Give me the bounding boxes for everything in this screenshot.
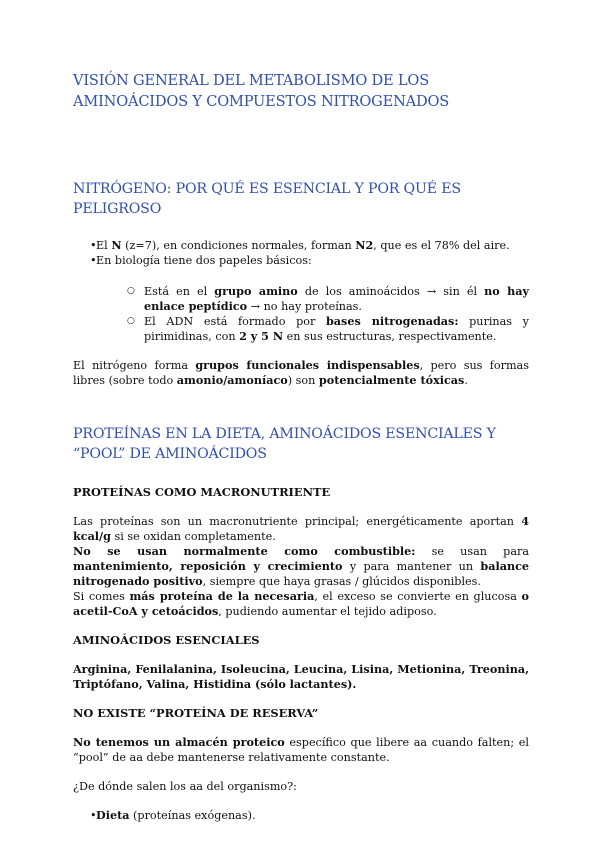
essential-amino-acids-list: Arginina, Fenilalanina, Isoleucina, Leucina, Lisina, Metionina, Treonina, Triptófano, Valina, Histidina (sólo lactantes).: [73, 662, 529, 691]
macronutrient-paragraph-3: Si comes más proteína de la necesaria, el exceso se convierte en glucosa o acetil-CoA y cetoácidos, pudiendo aumentar el tejido adiposo.: [73, 589, 529, 618]
list-item: • El N (z=7), en condiciones normales, forman N2, que es el 78% del aire.: [73, 238, 529, 253]
subheading-macronutrient: PROTEÍNAS COMO MACRONUTRIENTE: [73, 485, 331, 499]
nitrogen-bullet-list: [73, 238, 529, 268]
section-heading-nitrogen: NITRÓGENO: POR QUÉ ES ESENCIAL Y POR QUÉ ES PELIGROSO: [73, 181, 461, 217]
macronutrient-paragraph-2: No se usan normalmente como combustible: se usan para mantenimiento, reposición y crecimiento y para mantener un balance nitrogenado positivo, siempre que haya grasas / glúcidos disponibles.: [73, 544, 530, 588]
list-item: ○ Está en el grupo amino de los aminoácidos → sin él no hay enlace peptídico → no hay proteínas.: [144, 284, 529, 314]
list-item: • Dieta (proteínas exógenas).: [73, 808, 529, 823]
nitrogen-paragraph: El nitrógeno forma grupos funcionales indispensables, pero sus formas libres (sobre todo amonio/amoníaco) son potencialmente tóxicas.: [73, 358, 529, 387]
subheading-no-reserve-protein: NO EXISTE “PROTEÍNA DE RESERVA”: [73, 706, 319, 720]
no-reserve-paragraph: No tenemos un almacén proteico específico que libere aa cuando falten; el “pool” de aa debe mantenerse relativamente constante.: [73, 735, 530, 764]
macronutrient-paragraph-1: Las proteínas son un macronutriente principal; energéticamente aportan 4 kcal/g si se oxidan completamente.: [73, 514, 529, 543]
list-item: ○ El ADN está formado por bases nitrogenadas: purinas y pirimidinas, con 2 y 5 N en sus estructuras, respectivamente.: [144, 314, 529, 344]
amino-acid-source-list: [73, 808, 529, 823]
document-title: VISIÓN GENERAL DEL METABOLISMO DE LOS AMINOÁCIDOS Y COMPUESTOS NITROGENADOS: [73, 72, 450, 110]
section-heading-proteins: PROTEÍNAS EN LA DIETA, AMINOÁCIDOS ESENCIALES Y “POOL” DE AMINOÁCIDOS: [73, 426, 496, 462]
amino-acid-source-question: ¿De dónde salen los aa del organismo?:: [73, 780, 297, 793]
subheading-essential-amino-acids: AMINOÁCIDOS ESENCIALES: [73, 633, 260, 647]
nitrogen-sub-list: [73, 284, 529, 344]
list-item: • En biología tiene dos papeles básicos:: [73, 253, 529, 268]
